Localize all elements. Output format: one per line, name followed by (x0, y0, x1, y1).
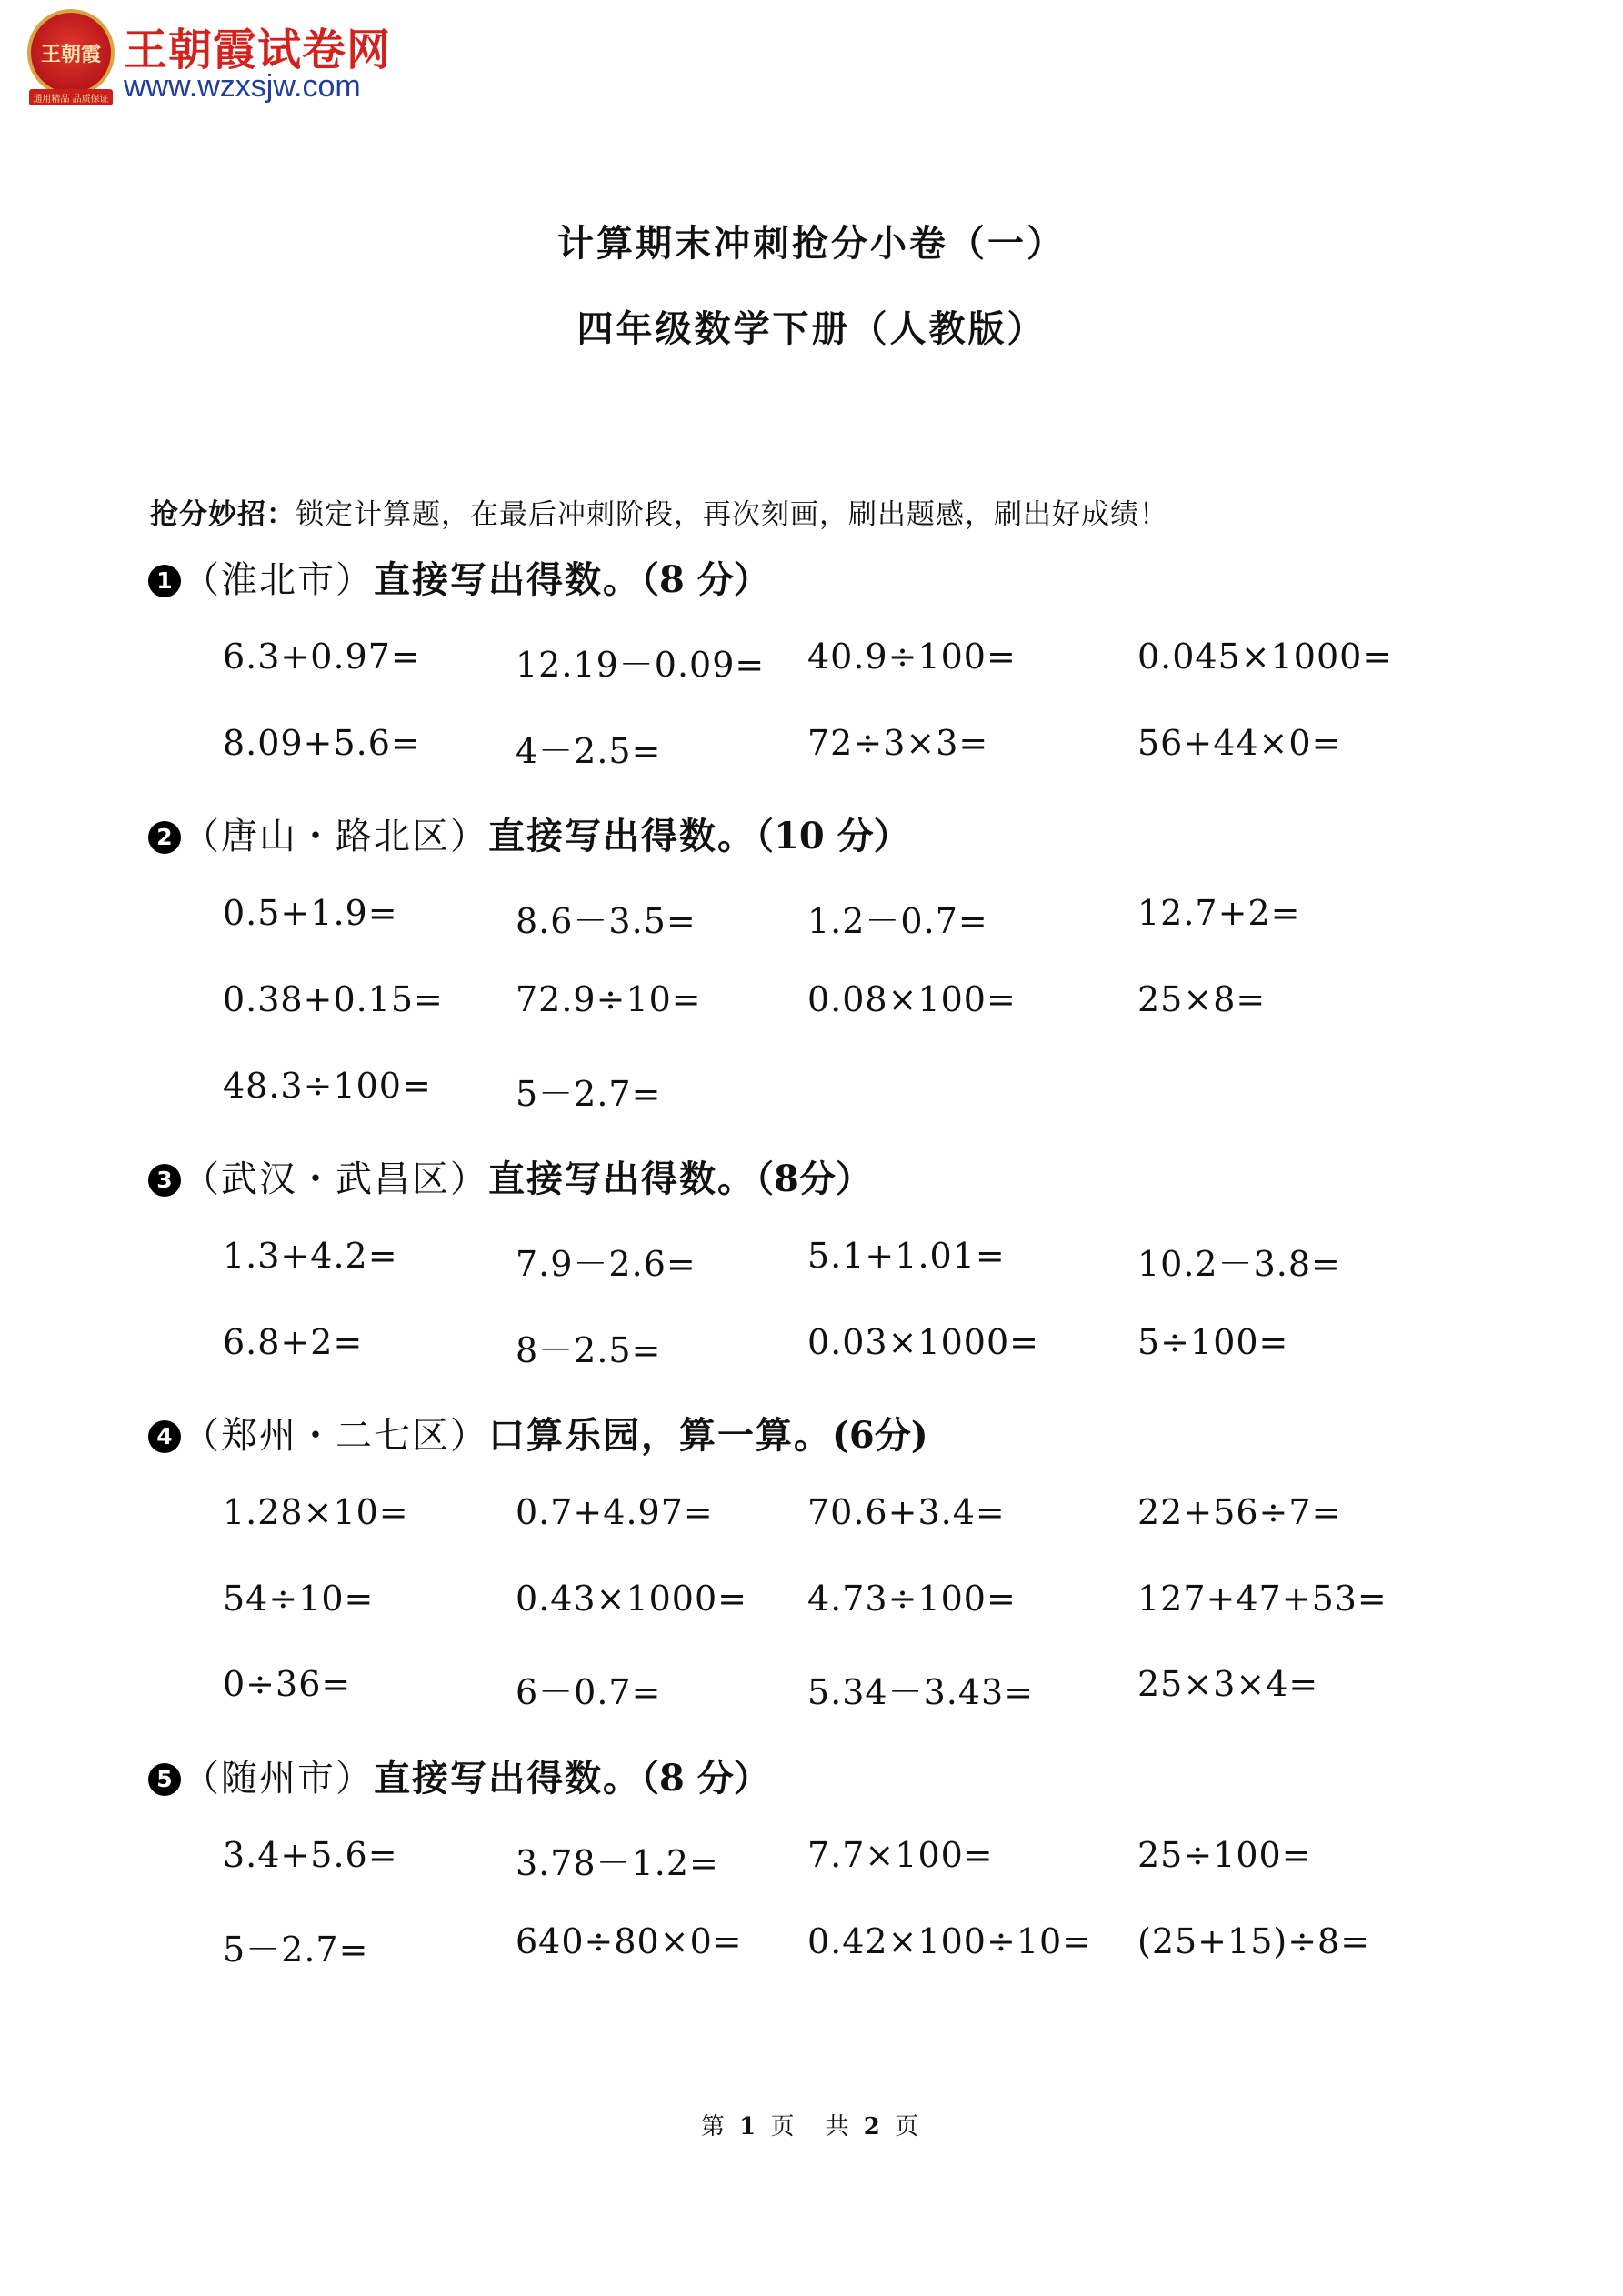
section-region: （郑州・二七区） (183, 1415, 488, 1457)
section-number-badge: 2 (148, 821, 181, 854)
section-instruction: 直接写出得数。 (488, 1158, 756, 1200)
page-subtitle: 四年级数学下册（人教版） (576, 307, 1047, 350)
section-score: （8 分） (641, 558, 770, 601)
section-number-badge: 4 (148, 1420, 181, 1453)
arithmetic-problem: 0.42×100÷10= (807, 1921, 1093, 1961)
arithmetic-problem: 1.2－0.7= (807, 901, 988, 941)
footer-mid: 页 共 (770, 2113, 853, 2141)
arithmetic-problem: 10.2－3.8= (1137, 1244, 1341, 1284)
section-region: （武汉・武昌区） (183, 1158, 488, 1200)
arithmetic-problem: (25+15)÷8= (1137, 1921, 1371, 1961)
arithmetic-problem: 1.3+4.2= (223, 1236, 398, 1276)
arithmetic-problem: 640÷80×0= (516, 1921, 743, 1961)
arithmetic-problem: 4－2.5= (516, 731, 662, 771)
arithmetic-problem: 5－2.7= (516, 1074, 662, 1114)
section-heading (148, 1150, 872, 1202)
tip-label: 抢分妙招： (150, 498, 296, 531)
section-score: （8分） (756, 1158, 872, 1200)
arithmetic-problem: 5－2.7= (223, 1930, 369, 1970)
arithmetic-problem: 3.4+5.6= (223, 1835, 398, 1875)
section-instruction: 直接写出得数。 (374, 1757, 641, 1800)
arithmetic-problem: 56+44×0= (1137, 723, 1342, 763)
footer-page-number: 1 (739, 2113, 760, 2141)
arithmetic-problem: 7.7×100= (807, 1835, 994, 1875)
tip-line (150, 491, 1168, 532)
arithmetic-problem: 0.03×1000= (807, 1322, 1039, 1362)
arithmetic-problem: 0÷36= (223, 1664, 352, 1704)
section-region: （唐山・路北区） (183, 816, 488, 857)
arithmetic-problem: 4.73÷100= (807, 1579, 1017, 1619)
arithmetic-problem: 22+56÷7= (1137, 1492, 1342, 1532)
section-heading (148, 1750, 770, 1801)
arithmetic-problem: 0.38+0.15= (223, 979, 444, 1019)
page-title: 计算期末冲刺抢分小卷（一） (557, 222, 1066, 265)
site-url: www.wzxsjw.com (124, 69, 361, 104)
arithmetic-problem: 8.6－3.5= (516, 901, 696, 941)
arithmetic-problem: 6.3+0.97= (223, 637, 421, 677)
arithmetic-problem: 0.7+4.97= (516, 1492, 714, 1532)
arithmetic-problem: 54÷10= (223, 1579, 375, 1619)
arithmetic-problem: 6－0.7= (516, 1672, 662, 1712)
arithmetic-problem: 1.28×10= (223, 1492, 409, 1532)
arithmetic-problem: 70.6+3.4= (807, 1492, 1006, 1532)
section-score: （10 分） (756, 815, 910, 857)
arithmetic-problem: 5.1+1.01= (807, 1236, 1006, 1276)
arithmetic-problem: 40.9÷100= (807, 637, 1017, 677)
section-region: （淮北市） (183, 559, 374, 601)
seal-text: 王朝霞 (40, 42, 101, 66)
arithmetic-problem: 6.8+2= (223, 1322, 364, 1362)
arithmetic-problem: 72÷3×3= (807, 723, 989, 763)
arithmetic-problem: 5.34－3.43= (807, 1672, 1035, 1712)
site-logo (27, 9, 409, 107)
arithmetic-problem: 0.5+1.9= (223, 893, 398, 933)
arithmetic-problem: 25×3×4= (1137, 1664, 1319, 1704)
arithmetic-problem: 72.9÷10= (516, 979, 702, 1019)
seal-ribbon: 通用精品 品质保证 (29, 89, 113, 105)
section-number-badge: 5 (148, 1763, 181, 1796)
arithmetic-problem: 25÷100= (1137, 1835, 1312, 1875)
section-instruction: 直接写出得数。 (488, 815, 756, 857)
arithmetic-problem: 5÷100= (1137, 1322, 1289, 1362)
section-instruction: 直接写出得数。 (374, 558, 641, 601)
tip-text: 锁定计算题，在最后冲刺阶段，再次刻画，刷出题感，刷出好成绩！ (296, 498, 1168, 531)
section-instruction: 口算乐园，算一算。 (488, 1414, 832, 1457)
section-score: （8 分） (641, 1757, 770, 1800)
arithmetic-problem: 48.3÷100= (223, 1066, 432, 1106)
seal-logo-icon (27, 9, 115, 96)
arithmetic-problem: 127+47+53= (1137, 1579, 1388, 1619)
section-region: （随州市） (183, 1758, 374, 1800)
section-number-badge: 1 (148, 565, 181, 597)
arithmetic-problem: 12.19－0.09= (516, 645, 766, 685)
section-number-badge: 3 (148, 1164, 181, 1197)
arithmetic-problem: 8.09+5.6= (223, 723, 421, 763)
section-heading (148, 1407, 928, 1459)
arithmetic-problem: 8－2.5= (516, 1330, 662, 1370)
arithmetic-problem: 25×8= (1137, 979, 1267, 1019)
brand-name: 王朝霞试卷网 (124, 25, 392, 75)
arithmetic-problem: 0.045×1000= (1137, 637, 1393, 677)
arithmetic-problem: 0.43×1000= (516, 1579, 747, 1619)
arithmetic-problem: 0.08×100= (807, 979, 1017, 1019)
section-heading (148, 807, 910, 859)
footer-pre: 第 (700, 2113, 728, 2141)
footer-post: 页 (895, 2113, 923, 2141)
footer-total-pages: 2 (863, 2113, 884, 2141)
arithmetic-problem: 7.9－2.6= (516, 1244, 696, 1284)
arithmetic-problem: 12.7+2= (1137, 893, 1301, 933)
section-score: (6分) (832, 1414, 928, 1457)
section-heading (148, 551, 770, 603)
arithmetic-problem: 3.78－1.2= (516, 1843, 719, 1883)
page-footer (0, 2108, 1623, 2141)
